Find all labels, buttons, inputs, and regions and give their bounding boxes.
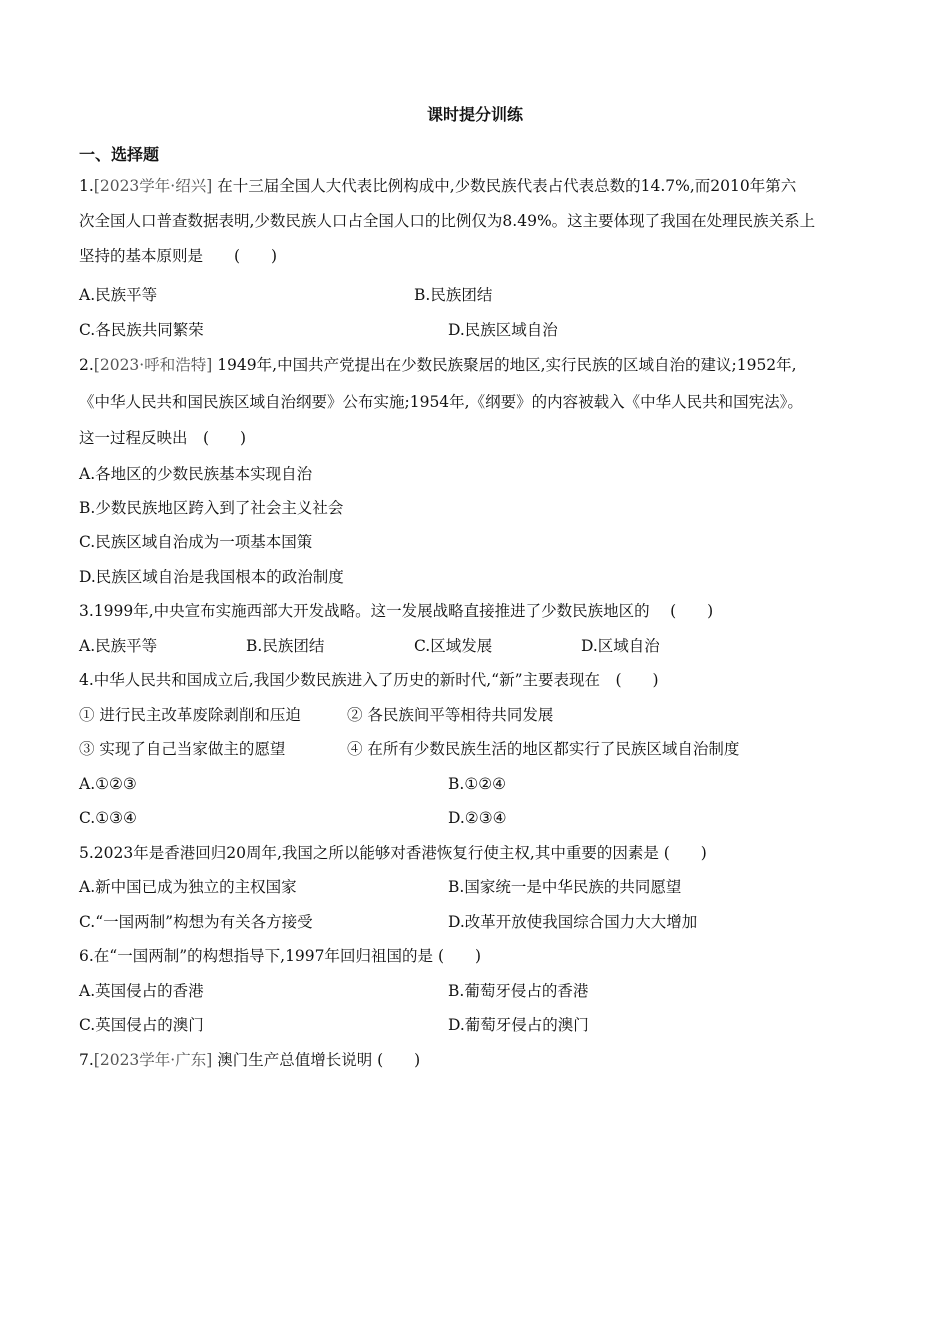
question-2-option-a[interactable]: A.各地区的少数民族基本实现自治 <box>79 465 313 483</box>
question-3-option-b[interactable]: B.民族团结 <box>246 637 325 655</box>
question-7-source: [2023学年·广东] <box>93 1051 213 1069</box>
question-4-item-4: ④ 在所有少数民族生活的地区都实行了民族区域自治制度 <box>347 740 740 758</box>
question-1-option-d[interactable]: D.民族区域自治 <box>448 321 558 339</box>
question-5-option-a[interactable]: A.新中国已成为独立的主权国家 <box>79 878 297 896</box>
question-4-option-b[interactable]: B.①②④ <box>448 775 507 793</box>
question-3-option-d[interactable]: D.区域自治 <box>581 637 660 655</box>
question-6-option-d[interactable]: D.葡萄牙侵占的澳门 <box>448 1016 589 1034</box>
question-3-line-1: 3.1999年,中央宣布实施西部大开发战略。这一发展战略直接推进了少数民族地区的 ( ) <box>79 602 714 620</box>
question-3-option-a[interactable]: A.民族平等 <box>79 637 158 655</box>
question-2-option-c[interactable]: C.民族区域自治成为一项基本国策 <box>79 533 313 551</box>
question-5-option-b[interactable]: B.国家统一是中华民族的共同愿望 <box>448 878 682 896</box>
question-2-line-2: 《中华人民共和国民族区域自治纲要》公布实施;1954年,《纲要》的内容被载入《中华人民共和国宪法》。 <box>79 393 803 411</box>
question-1-source: [2023学年·绍兴] <box>93 177 213 195</box>
section-heading: 一、选择题 <box>79 145 160 164</box>
question-1-line-1: 1.[2023学年·绍兴] 在十三届全国人大代表比例构成中,少数民族代表占代表总数的14.7%,而2010年第六 <box>79 177 797 195</box>
question-4-option-d[interactable]: D.②③④ <box>448 809 507 827</box>
page-title: 课时提分训练 <box>426 105 523 124</box>
question-6-line-1: 6.在“一国两制”的构想指导下,1997年回归祖国的是 ( ) <box>79 947 482 965</box>
question-4-option-a[interactable]: A.①②③ <box>79 775 137 793</box>
question-2-source: [2023·呼和浩特] <box>93 356 213 374</box>
question-6-option-a[interactable]: A.英国侵占的香港 <box>79 982 204 1000</box>
question-2-option-d[interactable]: D.民族区域自治是我国根本的政治制度 <box>79 568 344 586</box>
question-4-line-1: 4.中华人民共和国成立后,我国少数民族进入了历史的新时代,“新”主要表现在 ( ) <box>79 671 659 689</box>
question-5-option-c[interactable]: C.“一国两制”构想为有关各方接受 <box>79 913 313 931</box>
question-5-line-1: 5.2023年是香港回归20周年,我国之所以能够对香港恢复行使主权,其中重要的因素是 ( ) <box>79 844 707 862</box>
question-1-option-b[interactable]: B.民族团结 <box>414 286 493 304</box>
question-4-option-c[interactable]: C.①③④ <box>79 809 137 827</box>
question-4-item-2: ② 各民族间平等相待共同发展 <box>347 706 554 724</box>
question-7-line-1: 7.[2023学年·广东] 澳门生产总值增长说明 ( ) <box>79 1051 421 1069</box>
question-6-option-b[interactable]: B.葡萄牙侵占的香港 <box>448 982 589 1000</box>
question-1-line-2: 次全国人口普查数据表明,少数民族人口占全国人口的比例仅为8.49%。这主要体现了我国在处理民族关系上 <box>79 212 816 230</box>
question-4-item-1: ① 进行民主改革废除剥削和压迫 <box>79 706 301 724</box>
question-7-number: 7. <box>79 1051 94 1069</box>
question-5-option-d[interactable]: D.改革开放使我国综合国力大大增加 <box>448 913 698 931</box>
question-2-number: 2. <box>79 356 94 374</box>
question-2-line-3: 这一过程反映出 ( ) <box>79 429 247 447</box>
question-3-option-c[interactable]: C.区域发展 <box>414 637 493 655</box>
question-1-number: 1. <box>79 177 94 195</box>
question-6-option-c[interactable]: C.英国侵占的澳门 <box>79 1016 204 1034</box>
question-1-option-a[interactable]: A.民族平等 <box>79 286 158 304</box>
question-2-option-b[interactable]: B.少数民族地区跨入到了社会主义社会 <box>79 499 344 517</box>
question-2-line-1: 2.[2023·呼和浩特] 1949年,中国共产党提出在少数民族聚居的地区,实行民族的区域自治的建议;1952年, <box>79 356 797 374</box>
question-1-line-3: 坚持的基本原则是 ( ) <box>79 247 278 265</box>
question-1-option-c[interactable]: C.各民族共同繁荣 <box>79 321 204 339</box>
question-4-item-3: ③ 实现了自己当家做主的愿望 <box>79 740 286 758</box>
